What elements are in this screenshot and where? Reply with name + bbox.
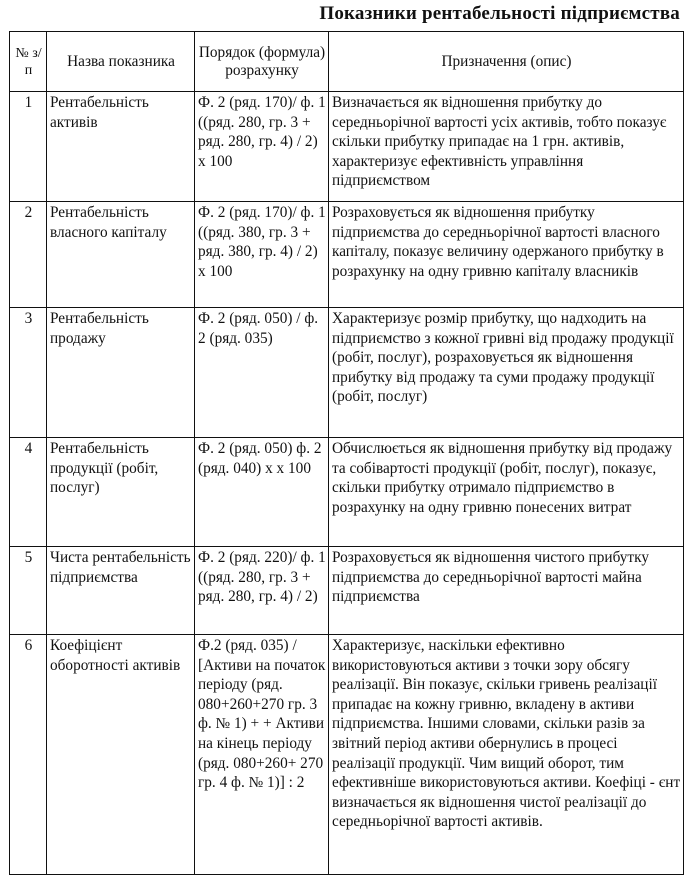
header-num: № з/п [10,32,47,92]
row-name: Коефіцієнт оборотності активів [47,635,195,875]
table-header-row [10,32,684,92]
row-description: Визначається як відношення прибутку до середньорічної вартості усіх активів, тобто показує скільки прибутку припадає на 1 грн. активів, характеризує ефективність управління підприємством [329,92,684,202]
row-description: Характеризує, наскільки ефективно використовуються активи з точки зору обсягу реалізації. Він показує, скільки гривень реалізації припадає на кожну гривню, вкладену в активи підприємства. Іншими словами, скільки разів за звітний період активи обернулись в процесі реалізації продукції. Чим вищий оборот, тим ефективніше використовуються активи. Коефіці - єнт визначається як відношення чистої реалізації до середньорічної вартості активів. [329,635,684,875]
row-name: Рентабельність продукції (робіт, послуг) [47,438,195,547]
header-formula: Порядок (формула) розрахунку [195,32,329,92]
row-name: Рентабельність активів [47,92,195,202]
row-description: Характеризує розмір прибутку, що надходить на підприємство з кожної гривні від продажу продукції (робіт, послуг), розраховується як відношення прибутку від продажу та суми продажу продукції (робіт, послуг) [329,308,684,438]
row-description: Розраховується як відношення чистого прибутку підприємства до середньорічної вартості майна підприємства [329,547,684,635]
row-formula: Ф.2 (ряд. 035) / [Активи на початок періоду (ряд. 080+260+270 гр. 3 ф. № 1) + + Активи на кінець періоду (ряд. 080+260+ 270 гр. 4 ф. № 1)] : 2 [195,635,329,875]
table-row [10,547,684,635]
row-name: Рентабельність продажу [47,308,195,438]
row-formula: Ф. 2 (ряд. 170)/ ф. 1 ((ряд. 280, гр. 3 + ряд. 280, гр. 4) / 2) х 100 [195,92,329,202]
row-name: Чиста рентабельність підприємства [47,547,195,635]
table-row [10,308,684,438]
row-description: Розраховується як відношення прибутку підприємства до середньорічної вартості власного капіталу, показує величину одержаного прибутку в розрахунку на одну гривню капіталу власників [329,202,684,308]
table-row [10,92,684,202]
profitability-table [9,31,684,875]
row-formula: Ф. 2 (ряд. 220)/ ф. 1 ((ряд. 280, гр. 3 + ряд. 280, гр. 4) / 2) [195,547,329,635]
row-num: 6 [10,635,47,875]
table-row [10,202,684,308]
row-formula: Ф. 2 (ряд. 170)/ ф. 1 ((ряд. 380, гр. 3 + ряд. 380, гр. 4) / 2) х 100 [195,202,329,308]
row-num: 4 [10,438,47,547]
row-description: Обчислюється як відношення прибутку від продажу та собівартості продукції (робіт, послуг), показує, скільки прибутку отримало підприємство в розрахунку на одну гривню понесених витрат [329,438,684,547]
table-row [10,635,684,875]
row-formula: Ф. 2 (ряд. 050) ф. 2 (ряд. 040) х х 100 [195,438,329,547]
row-num: 2 [10,202,47,308]
header-name: Назва показника [47,32,195,92]
row-num: 5 [10,547,47,635]
header-description: Призначення (опис) [329,32,684,92]
row-formula: Ф. 2 (ряд. 050) / ф. 2 (ряд. 035) [195,308,329,438]
row-num: 1 [10,92,47,202]
row-num: 3 [10,308,47,438]
row-name: Рентабельність власного капіталу [47,202,195,308]
page-title: Показники рентабельності підприємства [319,3,680,24]
table-row [10,438,684,547]
